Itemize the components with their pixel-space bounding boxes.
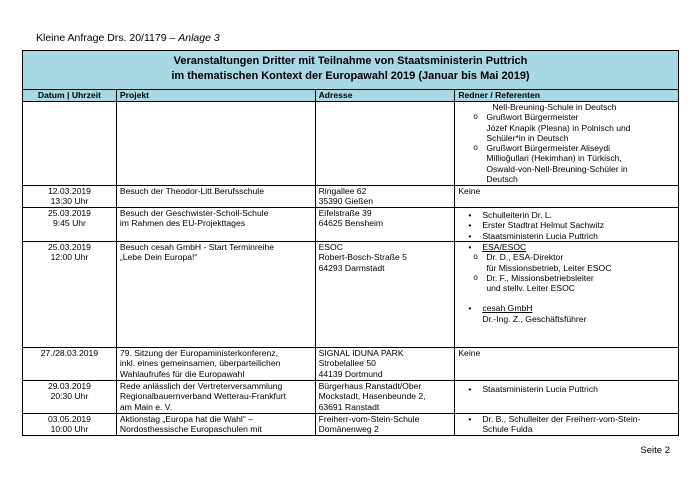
redner-sublist [458, 252, 675, 293]
list-item: • Staatsministerin Lucia Puttrich [458, 384, 675, 394]
cell-date [23, 102, 117, 186]
list-item [458, 414, 675, 435]
list-item: • Schulleiterin Dr. L. [458, 210, 675, 220]
text-line: und stellv. Leiter ESOC [486, 283, 575, 294]
page-number: Seite 2 [640, 445, 670, 456]
header-prefix: Kleine Anfrage Drs. 20/1179 – [36, 32, 179, 44]
projekt-text: 79. Sitzung der Europaministerkonferenz, [119, 348, 279, 358]
date-text: 29.03.2019 [47, 381, 91, 391]
cell-redner [455, 242, 679, 348]
list-item: • Erster Stadtrat Helmut Sachwitz [458, 220, 675, 230]
adresse-text: 44139 Dortmund [318, 368, 383, 379]
text-line: Oswald-von-Nell-Breuning-Schüler in [486, 163, 628, 174]
date-text: 25.03.2019 [47, 208, 91, 218]
title-line-2: im thematischen Kontext der Europawahl 2019 (Januar bis Mai 2019) [171, 70, 530, 82]
column-header-row [23, 90, 679, 102]
projekt-text: im Rahmen des EU-Projekttages [119, 218, 246, 229]
text-line: Schüler*in in Deutsch [486, 132, 569, 143]
date-text: 12.03.2019 [47, 186, 91, 196]
sublist-item [458, 273, 675, 294]
list-item [458, 242, 675, 252]
date-text: 03.05.2019 [47, 414, 91, 424]
table-row [23, 102, 679, 186]
projekt-text: Aktionstag „Europa hat die Wahl“ – [119, 414, 253, 424]
projekt-text: Nordosthessische Europaschulen mit [119, 424, 262, 435]
adresse-text: Robert-Bosch-Straße 5 [318, 252, 407, 263]
redner-sublist [458, 112, 675, 184]
redner-text: Keine [458, 186, 481, 196]
table-row [23, 242, 679, 348]
list-item: • Staatsministerin Lucia Puttrich [458, 231, 675, 241]
projekt-text: „Lebe Dein Europa!“ [119, 252, 198, 263]
adresse-text: 63691 Ranstadt [318, 401, 380, 412]
cell-projekt [116, 186, 315, 208]
cell-projekt [116, 414, 315, 436]
table-row [23, 186, 679, 208]
cell-redner [455, 208, 679, 242]
cell-adresse [315, 102, 455, 186]
sublist-item [458, 252, 675, 273]
adresse-text: 64293 Darmstadt [318, 262, 385, 273]
cell-projekt [116, 348, 315, 381]
cell-redner [455, 186, 679, 208]
redner-list [458, 210, 675, 241]
date-text: 25.03.2019 [47, 242, 91, 252]
text-line: o Dr. D., ESA-Direktor [486, 252, 564, 263]
title-line-1: Veranstaltungen Dritter mit Teilnahme von Staatsministerin Puttrich [173, 55, 528, 67]
table-row [23, 381, 679, 414]
cell-redner [455, 102, 679, 186]
cell-adresse [315, 414, 455, 436]
adresse-text: Mockstadt, Hasenbeunde 2, [318, 391, 426, 402]
cell-date [23, 208, 117, 242]
cell-projekt [116, 102, 315, 186]
cell-date [23, 242, 117, 348]
text-line: Schule Fulda [482, 424, 533, 435]
col-header-adresse: Adresse [315, 90, 455, 102]
cell-date [23, 186, 117, 208]
projekt-text: Regionalbauernverband Wetterau-Frankfurt [119, 391, 286, 402]
cell-projekt [116, 208, 315, 242]
projekt-text: Besuch der Theodor-Litt Berufsschule [119, 186, 264, 196]
time-text: 9:45 Uhr [52, 218, 86, 229]
adresse-text: 64625 Bensheim [318, 218, 384, 229]
projekt-text: am Main e. V. [119, 401, 173, 412]
text-line: für Missionsbetrieb, Leiter ESOC [486, 262, 612, 273]
adresse-text: Eifelstraße 39 [318, 208, 372, 218]
redner-text: Keine [458, 348, 481, 358]
table-row [23, 208, 679, 242]
time-text: 13:30 Uhr [50, 196, 89, 207]
projekt-text: Besuch der Geschwister-Scholl-Schule [119, 208, 269, 218]
adresse-text: Freiherr-vom-Stein-Schule [318, 414, 420, 424]
table-row [23, 348, 679, 381]
cell-projekt [116, 242, 315, 348]
adresse-text: Strobelallee 50 [318, 358, 376, 369]
projekt-text: Wahlaufrufes für die Europawahl [119, 368, 245, 379]
cell-adresse [315, 208, 455, 242]
adresse-text: Domänenweg 2 [318, 424, 379, 435]
cell-redner [455, 414, 679, 436]
org-name: • cesah GmbH [482, 303, 533, 314]
adresse-text: 35390 Gießen [318, 196, 374, 207]
sublist-item [458, 143, 675, 184]
time-text: 12:00 Uhr [50, 252, 89, 263]
cell-adresse [315, 348, 455, 381]
col-header-datum: Datum | Uhrzeit [23, 90, 117, 102]
projekt-text: inkl. eines gemeinsamen, überparteilichen [119, 358, 281, 369]
text-line: Millioğullari (Hekimhan) in Türkisch, [486, 153, 622, 164]
document-header [36, 32, 220, 44]
cell-adresse [315, 186, 455, 208]
cell-date [23, 414, 117, 436]
cell-redner [455, 381, 679, 414]
text-line: • Dr. B., Schulleiter der Freiherr-vom-Stein- [482, 414, 641, 424]
table-row [23, 414, 679, 436]
cell-redner [455, 348, 679, 381]
org-name: ESA/ESOC [482, 242, 527, 252]
col-header-redner: Redner / Referenten [455, 90, 679, 102]
date-text: 27./28.03.2019 [40, 348, 99, 358]
header-anlage: Anlage 3 [178, 32, 220, 44]
time-text: 20:30 Uhr [50, 391, 89, 402]
redner-list [458, 384, 675, 394]
adresse-text: Bürgerhaus Ranstadt/Ober [318, 381, 422, 391]
cell-projekt [116, 381, 315, 414]
cell-date [23, 348, 117, 381]
redner-list [458, 242, 675, 252]
adresse-text: Ringallee 62 [318, 186, 367, 196]
sublist-item [458, 112, 675, 143]
events-table [22, 50, 679, 436]
redner-line: Nell-Breuning-Schule in Deutsch [492, 102, 617, 112]
adresse-text: SIGNAL IDUNA PARK [318, 348, 404, 358]
adresse-text: ESOC [318, 242, 343, 252]
redner-list [458, 303, 675, 324]
text-line: o Grußwort Bürgermeister Aliseydi [486, 143, 611, 154]
time-text: 10:00 Uhr [50, 424, 89, 435]
col-header-projekt: Projekt [116, 90, 315, 102]
text-line: o Grußwort Bürgermeister [486, 112, 579, 123]
projekt-text: Rede anlässlich der Vertreterversammlung [119, 381, 283, 391]
text-line: o Dr. F., Missionsbetriebsleiter [486, 272, 594, 283]
text-line: Dr.-Ing. Z., Geschäftsführer [482, 313, 587, 324]
text-line: Józef Knapik (Plesna) in Polnisch und [486, 122, 631, 133]
table-title [23, 51, 679, 90]
cell-adresse [315, 242, 455, 348]
projekt-text: Besuch cesah GmbH - Start Terminreihe [119, 242, 275, 252]
redner-list [458, 414, 675, 435]
cell-date [23, 381, 117, 414]
cell-adresse [315, 381, 455, 414]
text-line: Deutsch [486, 174, 518, 185]
list-item [458, 303, 675, 324]
